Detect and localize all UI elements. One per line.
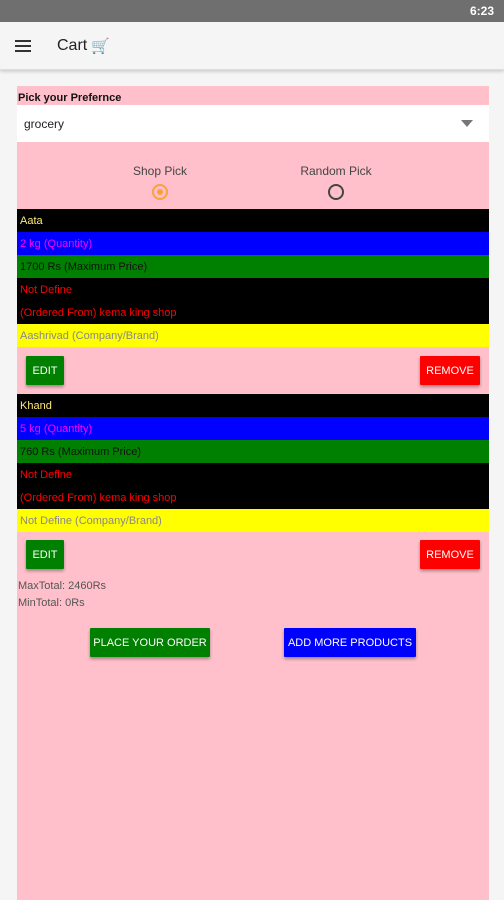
pick-radio-group xyxy=(17,164,489,204)
page-title-text: Cart xyxy=(57,36,88,54)
remove-button[interactable]: REMOVE xyxy=(420,540,480,569)
status-bar xyxy=(0,0,504,22)
remove-button[interactable]: REMOVE xyxy=(420,356,480,385)
status-time: 6:23 xyxy=(469,4,494,18)
cart-icon: 🛒 xyxy=(91,37,110,55)
page-title xyxy=(57,37,110,55)
item-brand: Not Define (Company/Brand) xyxy=(17,509,489,532)
item-price: 1700 Rs (Maximum Price) xyxy=(17,255,489,278)
radio-checked-icon[interactable] xyxy=(152,184,168,200)
preference-selected: grocery xyxy=(24,116,65,131)
radio-shop-pick[interactable] xyxy=(115,164,205,200)
item-name: Aata xyxy=(17,209,489,232)
preference-label: Pick your Prefernce xyxy=(18,92,122,104)
place-order-button[interactable]: PLACE YOUR ORDER xyxy=(90,628,210,657)
dropdown-arrow-icon[interactable] xyxy=(461,120,473,127)
item-note: Not Define xyxy=(17,463,489,486)
item-ordered-from: (Ordered From) kema king shop xyxy=(17,301,489,324)
preference-dropdown[interactable] xyxy=(17,105,489,142)
item-brand: Aashrivad (Company/Brand) xyxy=(17,324,489,347)
edit-button[interactable]: EDIT xyxy=(26,540,64,569)
app-bar xyxy=(0,22,504,70)
cart-panel xyxy=(17,86,489,900)
min-total: MinTotal: 0Rs xyxy=(18,597,85,609)
radio-random-pick-label: Random Pick xyxy=(300,164,372,178)
radio-shop-pick-label: Shop Pick xyxy=(132,164,188,178)
item-note: Not Define xyxy=(17,278,489,301)
menu-icon[interactable] xyxy=(15,40,31,52)
item-name: Khand xyxy=(17,394,489,417)
item-price: 760 Rs (Maximum Price) xyxy=(17,440,489,463)
item-quantity: 2 kg (Quantity) xyxy=(17,232,489,255)
item-quantity: 5 kg (Quantity) xyxy=(17,417,489,440)
item-ordered-from: (Ordered From) kema king shop xyxy=(17,486,489,509)
max-total: MaxTotal: 2460Rs xyxy=(18,580,107,592)
radio-unchecked-icon[interactable] xyxy=(328,184,344,200)
radio-random-pick[interactable] xyxy=(291,164,381,200)
add-more-products-button[interactable]: ADD MORE PRODUCTS xyxy=(284,628,416,657)
edit-button[interactable]: EDIT xyxy=(26,356,64,385)
